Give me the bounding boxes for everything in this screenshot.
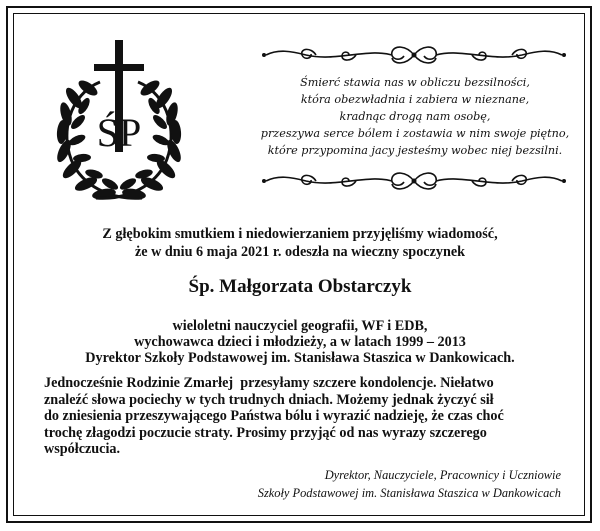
condolences-line: Jednocześnie Rodzinie Zmarłej przesyłamy szczere kondolencje. Niełatwo [44, 375, 494, 391]
poem-line: które przypomina jacy jesteśmy wobec niej bezsilni. [267, 144, 563, 157]
poem-line: Śmierć stawia nas w obliczu bezsilności, [300, 76, 530, 89]
condolences-line: trochę złagodzi poczucie straty. Prosimy przyjąć od nas wyrazy szczerego [44, 424, 487, 441]
condolences-line: znaleźć słowa pociechy w tych trudnych dniach. Możemy jednak życzyć sił [44, 391, 494, 408]
ornament-divider-top [256, 42, 572, 68]
intro-line: że w dniu 6 maja 2021 r. odeszła na wieczny spoczynek [134, 244, 466, 260]
condolences-line: współczucia. [44, 441, 121, 457]
intro-line: Z głębokim smutkiem i niedowierzaniem przyjęliśmy wiadomość, [102, 226, 498, 242]
sp-letters: ŚP [96, 110, 142, 155]
poem [236, 74, 594, 159]
bio-line: wychowawca dzieci i młodzieży, a w latach 1999 – 2013 [134, 334, 466, 350]
announcement-intro [20, 225, 580, 261]
condolences-line: do zniesienia przeszywającego Państwa bólu i wyrazić nadzieję, że czas choć [44, 408, 504, 424]
signature-line: Dyrektor, Nauczyciele, Pracownicy i Uczniowie [324, 468, 561, 482]
condolences-paragraph [44, 375, 564, 458]
poem-line: kradnąc drogą nam osobę, [339, 110, 491, 123]
signature-block [141, 466, 561, 502]
cross-wreath-icon [44, 38, 194, 216]
poem-line: która obezwładnia i zabiera w nieznane, [300, 93, 530, 106]
deceased-biography [20, 318, 580, 366]
signature-line: Szkoły Podstawowej im. Stanisława Staszica w Dankowicach [257, 486, 561, 500]
bio-line: Dyrektor Szkoły Podstawowej im. Stanisława Staszica w Dankowicach. [85, 350, 515, 366]
cross-wreath-emblem [44, 38, 194, 216]
poem-line: przeszywa serce bólem i zostawia w nim swoje piętno, [260, 127, 570, 140]
ornament-divider-bottom [256, 168, 572, 194]
deceased-name: Śp. Małgorzata Obstarczyk [188, 276, 412, 297]
bio-line: wieloletni nauczyciel geografii, WF i EDB, [172, 318, 428, 334]
